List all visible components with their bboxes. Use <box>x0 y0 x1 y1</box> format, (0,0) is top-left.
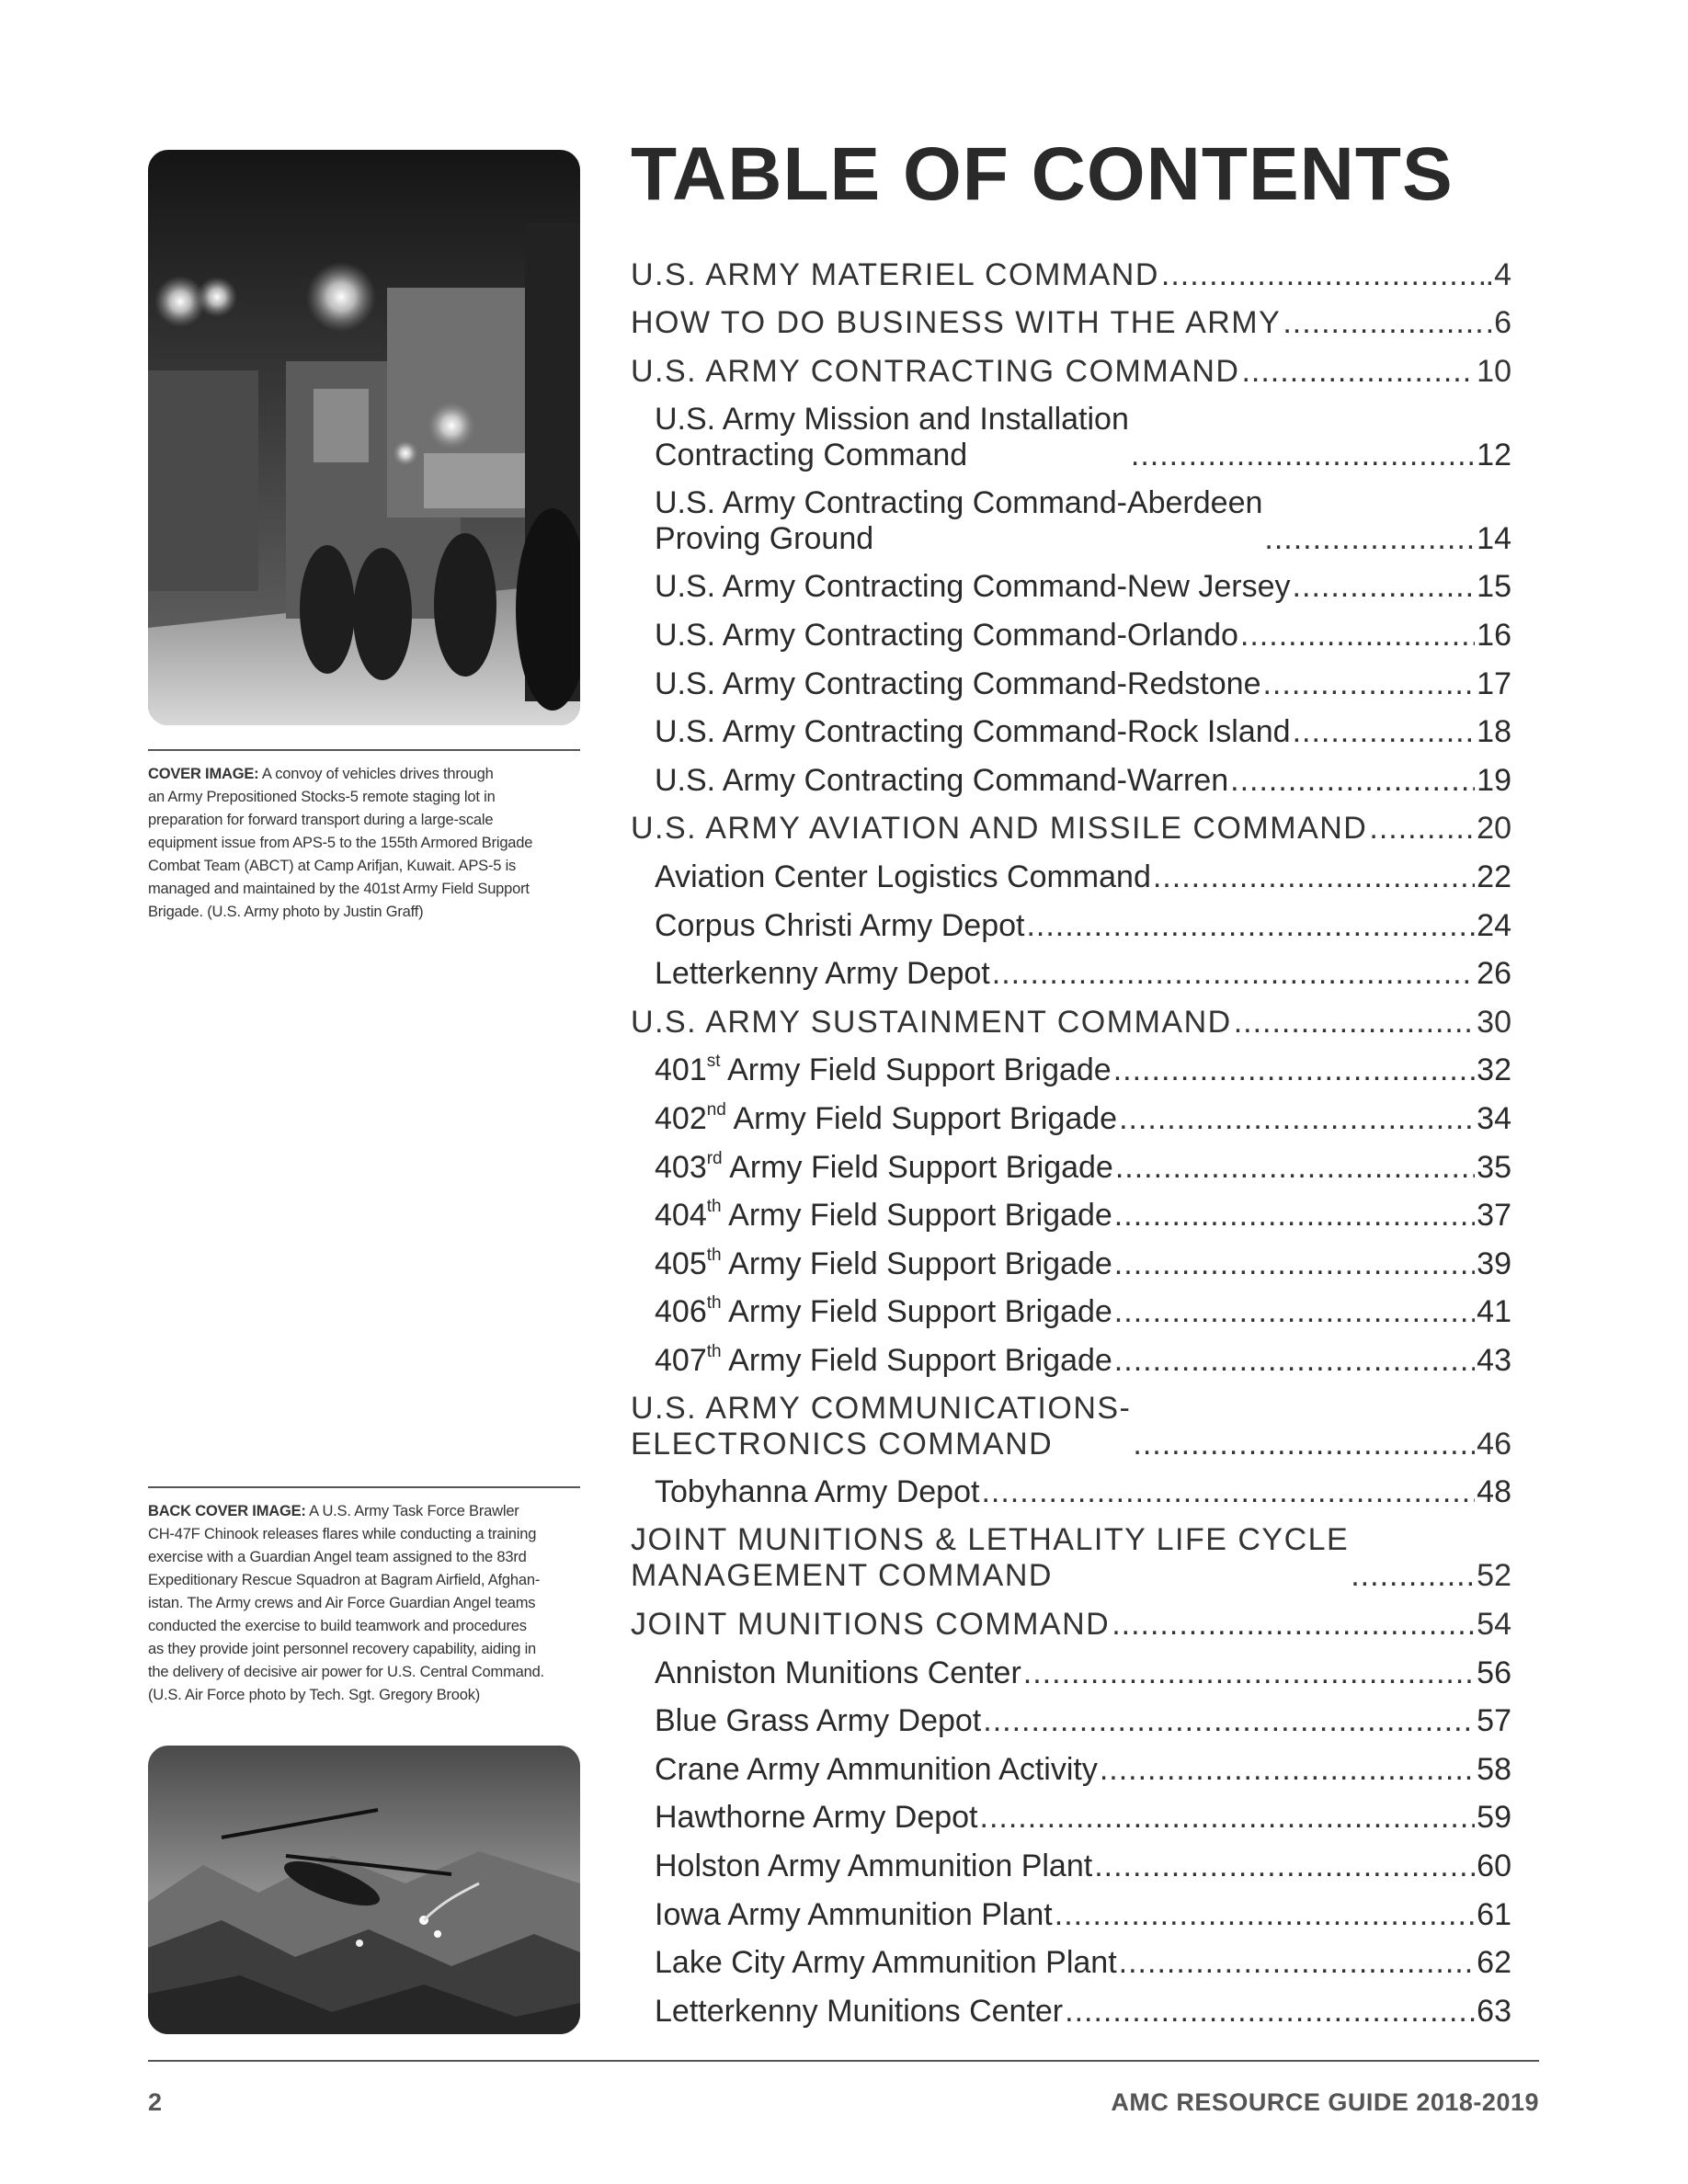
toc-entry: Blue Grass Army Depot ..... 57 <box>631 1695 1511 1744</box>
toc-entry: Letterkenny Munitions Center ..... 63 <box>631 1985 1511 2033</box>
toc-entry: 401st Army Field Support Brigade ..... 32 <box>631 1044 1511 1093</box>
toc-entry: 402nd Army Field Support Brigade ..... 34 <box>631 1092 1511 1141</box>
toc-page-number: 18 <box>1477 714 1511 750</box>
toc-entry: U.S. Army Contracting Command-Redstone ..... 17 <box>631 657 1511 706</box>
toc-page-number: 34 <box>1477 1100 1511 1136</box>
toc-page-number: 57 <box>1477 1703 1511 1739</box>
toc-page-number: 43 <box>1477 1342 1511 1378</box>
toc-entry: Crane Army Ammunition Activity ..... 58 <box>631 1743 1511 1792</box>
toc-page-number: 46 <box>1477 1426 1511 1462</box>
toc-page-number: 19 <box>1477 762 1511 798</box>
toc-entry: JOINT MUNITIONS & LETHALITY LIFE CYCLE MANAGEMENT COMMAND ..... 52 <box>631 1514 1511 1598</box>
toc-entry: Letterkenny Army Depot ..... 26 <box>631 948 1511 996</box>
toc-page-number: 15 <box>1477 569 1511 605</box>
toc-entry: U.S. Army Contracting Command-New Jersey ..... 15 <box>631 561 1511 609</box>
toc-entry: Aviation Center Logistics Command ..... 22 <box>631 850 1511 899</box>
toc-entry: U.S. Army Mission and Installation Contracting Command ..... 12 <box>631 393 1511 477</box>
back-cover-photo <box>148 1746 580 2034</box>
toc-page-number: 41 <box>1477 1294 1511 1330</box>
toc-entry: 403rd Army Field Support Brigade ..... 35 <box>631 1141 1511 1189</box>
toc-entry: Corpus Christi Army Depot ..... 24 <box>631 899 1511 948</box>
toc-entry: 404th Army Field Support Brigade ..... 37 <box>631 1189 1511 1238</box>
toc-entry: JOINT MUNITIONS COMMAND ..... 54 <box>631 1598 1511 1646</box>
page-number: 2 <box>148 2088 163 2116</box>
footer-rule <box>148 2060 1539 2062</box>
back-cover-caption-label: BACK COVER IMAGE: <box>148 1503 306 1519</box>
toc-page-number: .6 <box>1485 305 1511 341</box>
toc-page-number: 48 <box>1477 1474 1511 1510</box>
toc-entry: 407th Army Field Support Brigade ..... 43 <box>631 1334 1511 1382</box>
toc-entry: Hawthorne Army Depot ..... 59 <box>631 1792 1511 1840</box>
page-title: TABLE OF CONTENTS <box>631 132 1454 216</box>
toc-entry: U.S. ARMY SUSTAINMENT COMMAND ..... 30 <box>631 995 1511 1044</box>
toc-page-number: .4 <box>1485 256 1511 292</box>
toc-page-number: 56 <box>1477 1655 1511 1690</box>
toc-page-number: 26 <box>1477 956 1511 992</box>
toc-page-number: 61 <box>1477 1896 1511 1932</box>
cover-photo <box>148 150 580 725</box>
toc-page-number: 32 <box>1477 1052 1511 1088</box>
toc-page-number: 52 <box>1477 1558 1511 1594</box>
toc-page-number: 62 <box>1477 1945 1511 1981</box>
back-cover-caption: BACK COVER IMAGE: A U.S. Army Task Force Brawler CH-47F Chinook releases flares while conducting a training exercise with a Guardian Angel team assigned to the 83rd Expeditionary Rescue Squadron at Bagram Airfield, Afghan- istan. The Army crews and Air Force Guardian Angel teams conducted the exercise to build teamwork and procedures as they provide joint personnel recovery capability, aiding in the delivery of decisive air power for U.S. Central Command. (U.S. Air Force photo by Tech. Sgt. Gregory Brook) <box>148 1503 544 1703</box>
cover-caption: COVER IMAGE: A convoy of vehicles drives through an Army Prepositioned Stocks-5 remote staging lot in preparation for forward transport during a large-scale equipment issue from APS-5 to the 155th Armored Brigade Combat Team (ABCT) at Camp Arifjan, Kuwait. APS-5 is managed and maintained by the 401st Army Field Support Brigade. (U.S. Army photo by Justin Graff) <box>148 766 533 920</box>
toc-page-number: 35 <box>1477 1149 1511 1185</box>
toc-entry: Tobyhanna Army Depot ..... 48 <box>631 1466 1511 1515</box>
toc-page-number: 20 <box>1477 811 1511 847</box>
toc-page-number: 59 <box>1477 1800 1511 1836</box>
toc-page-number: 24 <box>1477 907 1511 943</box>
toc-entry: Lake City Army Ammunition Plant ..... 62 <box>631 1937 1511 1985</box>
footer-publication-title: AMC RESOURCE GUIDE 2018-2019 <box>1111 2088 1539 2116</box>
toc-page-number: 30 <box>1477 1004 1511 1040</box>
cover-caption-label: COVER IMAGE: <box>148 766 259 782</box>
toc-page-number: 58 <box>1477 1751 1511 1787</box>
toc-page-number: 12 <box>1477 437 1511 472</box>
toc-entry: Iowa Army Ammunition Plant ..... 61 <box>631 1888 1511 1937</box>
toc-page-number: 10 <box>1477 353 1511 389</box>
toc-entry: U.S. ARMY COMMUNICATIONS- ELECTRONICS COMMAND ..... 46 <box>631 1382 1511 1466</box>
toc-page-number: 14 <box>1477 520 1511 556</box>
toc-entry: Holston Army Ammunition Plant ..... 60 <box>631 1839 1511 1888</box>
table-of-contents <box>631 248 1511 2033</box>
toc-entry: U.S. ARMY MATERIEL COMMAND ..... .4 <box>631 248 1511 297</box>
toc-entry: Anniston Munitions Center ..... 56 <box>631 1646 1511 1695</box>
toc-entry: U.S. Army Contracting Command-Orlando ..... 16 <box>631 609 1511 657</box>
toc-entry: HOW TO DO BUSINESS WITH THE ARMY ..... .6 <box>631 297 1511 346</box>
toc-page-number: 22 <box>1477 859 1511 894</box>
toc-entry: U.S. Army Contracting Command-Aberdeen Proving Ground ..... 14 <box>631 477 1511 561</box>
toc-entry: 406th Army Field Support Brigade ..... 41 <box>631 1286 1511 1335</box>
toc-page-number: 37 <box>1477 1198 1511 1234</box>
toc-page-number: 16 <box>1477 617 1511 653</box>
toc-page-number: 60 <box>1477 1848 1511 1884</box>
toc-entry: U.S. ARMY AVIATION AND MISSILE COMMAND ..... 20 <box>631 802 1511 851</box>
toc-page-number: 54 <box>1477 1607 1511 1643</box>
back-cover-caption-rule <box>148 1486 580 1488</box>
toc-entry: U.S. Army Contracting Command-Warren ..... 19 <box>631 754 1511 802</box>
toc-page-number: 17 <box>1477 665 1511 701</box>
toc-entry: U.S. ARMY CONTRACTING COMMAND ..... 10 <box>631 345 1511 393</box>
cover-caption-rule <box>148 749 580 751</box>
toc-page-number: 39 <box>1477 1246 1511 1281</box>
toc-page-number: 63 <box>1477 1993 1511 2029</box>
toc-entry: 405th Army Field Support Brigade ..... 39 <box>631 1237 1511 1286</box>
toc-entry: U.S. Army Contracting Command-Rock Island ..... 18 <box>631 706 1511 755</box>
